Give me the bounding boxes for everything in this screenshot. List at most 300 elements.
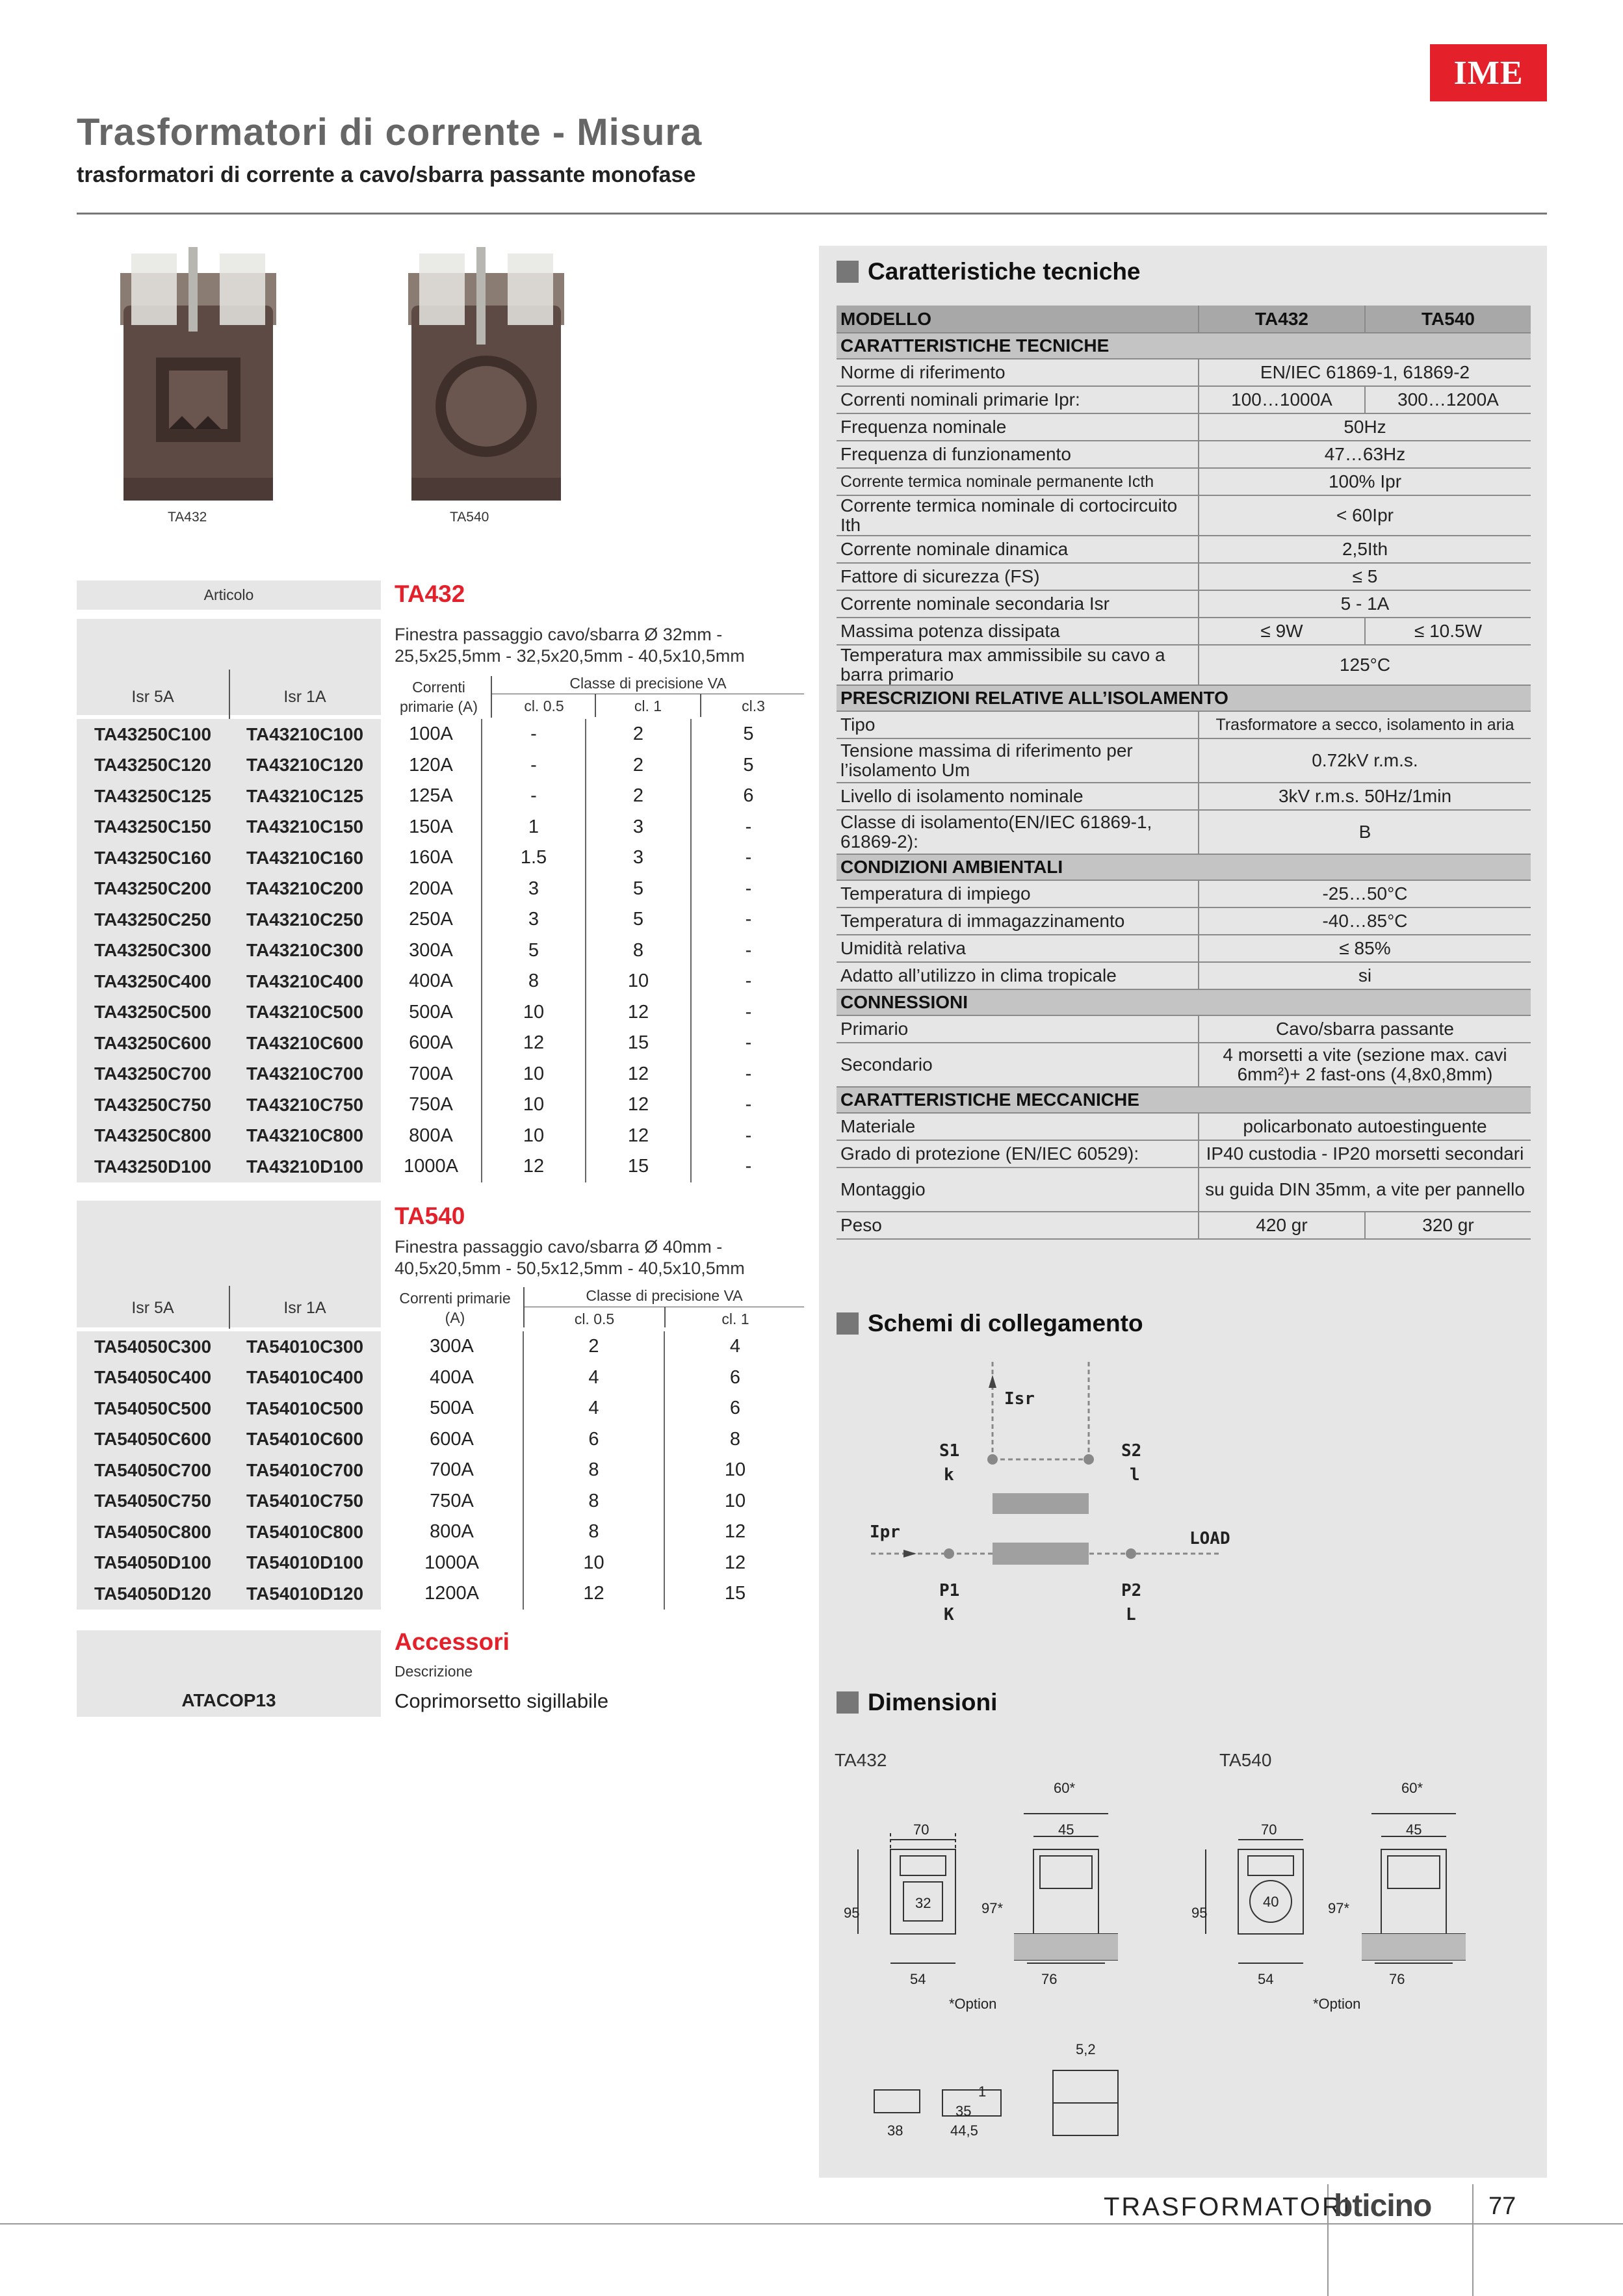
spec-label: Secondario [837,1043,1199,1087]
table-cell: 6 [523,1424,664,1455]
table-row [77,1578,805,1610]
table-cell: - [691,904,805,935]
table-cell: 5 [691,750,805,781]
article-code-cell: TA43250C120 [77,750,229,781]
article-code-cell: TA43210C200 [229,874,381,905]
table-cell: - [691,812,805,843]
spec-row [837,854,1531,880]
article-code-cell: TA54010C700 [229,1455,381,1486]
table-cell: - [691,1121,805,1152]
page-number: 77 [1488,2193,1516,2220]
spec-label: Temperatura di impiego [837,880,1199,907]
table-row [77,1151,805,1182]
article-code-cell: TA54010C750 [229,1486,381,1517]
spec-row [837,441,1531,468]
article-code-cell: TA43250C125 [77,781,229,812]
spec-row [837,738,1531,783]
table-cell: 15 [586,1028,691,1059]
table-row [77,1331,805,1363]
spec-heading: Caratteristiche tecniche [837,258,1141,285]
spec-value: 47…63Hz [1199,441,1531,468]
heading-square-icon [837,1691,859,1714]
spec-row [837,962,1531,989]
article-code-cell: TA54050D120 [77,1578,229,1610]
article-code-cell: TA43250C800 [77,1121,229,1152]
table-cell: 4 [664,1331,805,1363]
L-label: L [1126,1605,1136,1624]
table-cell: 500A [409,1001,453,1023]
table-cell: 2 [586,781,691,812]
spec-table [837,306,1531,1240]
accessori-description: Coprimorsetto sigillabile [395,1689,609,1712]
ta432-table [77,719,805,1182]
dim-45: 45 [1406,1821,1422,1838]
dim-1: 1 [978,2083,987,2100]
spec-section-label: CONDIZIONI AMBIENTALI [837,854,1531,880]
table-cell: 400A [430,1366,474,1388]
article-code-cell: TA43210C100 [229,719,381,750]
spec-label: Classe di isolamento(EN/IEC 61869-1, 61869-2): [837,810,1199,854]
table-cell: 8 [482,966,586,997]
spec-value: Trasformatore a secco, isolamento in aria [1199,711,1531,738]
spec-row [837,989,1531,1015]
dim-5-2: 5,2 [1076,2041,1096,2057]
table-cell: 10 [482,1121,586,1152]
table-cell: - [691,1089,805,1121]
col-cl05: cl. 0.5 [524,698,564,714]
ipr-label: Ipr [870,1522,900,1542]
table-row [77,904,805,935]
photo-caption: TA540 [450,510,489,525]
article-code-cell: TA54010C500 [229,1393,381,1424]
table-cell: 5 [586,874,691,905]
table-cell: 8 [664,1424,805,1455]
table-cell: 3 [482,904,586,935]
table-cell: 1.5 [482,842,586,874]
table-cell: 800A [430,1521,474,1543]
table-cell: - [691,1028,805,1059]
table-cell: 6 [691,781,805,812]
table-row [77,1393,805,1424]
article-code-cell: TA43250C400 [77,966,229,997]
article-code-cell: TA43250C160 [77,842,229,874]
spec-label: Adatto all’utilizzo in clima tropicale [837,962,1199,989]
heading-square-icon [837,261,859,283]
table-row [77,1028,805,1059]
dim-54: 54 [910,1971,926,1987]
spec-label: Corrente termica nominale di cortocircuito Ith [837,495,1199,536]
table-row [77,1517,805,1548]
article-code-cell: TA54010C400 [229,1363,381,1394]
table-cell: 10 [664,1455,805,1486]
col-classe: Classe di precisione VA [569,675,727,692]
spec-row [837,563,1531,590]
col-isr5: Isr 5A [131,1299,174,1317]
spec-value: 300…1200A [1365,386,1531,413]
article-code-cell: TA43210C750 [229,1089,381,1121]
spec-row [837,1212,1531,1239]
spec-row [837,495,1531,536]
table-cell: 10 [482,997,586,1028]
spec-label: Corrente nominale secondaria Isr [837,590,1199,618]
spec-row [837,645,1531,685]
table-cell: 15 [664,1578,805,1610]
article-code-cell: TA43210C500 [229,997,381,1028]
article-code-cell: TA43250C750 [77,1089,229,1121]
table-cell: 150A [409,816,453,837]
article-code-cell: TA54010C300 [229,1331,381,1363]
spec-row [837,1113,1531,1140]
table-cell: 4 [523,1363,664,1394]
heading-square-icon [837,1312,859,1335]
spec-label: Fattore di sicurezza (FS) [837,563,1199,590]
dim-44-5: 44,5 [950,2122,978,2139]
spec-row [837,810,1531,854]
table-cell: - [691,1151,805,1182]
table-row [77,874,805,905]
table-cell: 160A [409,847,453,868]
ta540-description: Finestra passaggio cavo/sbarra Ø 40mm - 40,5x20,5mm - 50,5x12,5mm - 40,5x10,5mm [395,1237,745,1278]
table-row [77,812,805,843]
spec-value: < 60Ipr [1199,495,1531,536]
header-divider [229,1286,230,1329]
col-correnti: Correnti primarie (A) [399,1290,511,1326]
table-cell: 12 [586,1121,691,1152]
article-code-cell: TA54050C300 [77,1331,229,1363]
spec-label: Corrente nominale dinamica [837,536,1199,563]
table-cell: 8 [586,935,691,967]
table-cell: 6 [664,1363,805,1394]
spec-col-modello: MODELLO [837,306,1199,333]
table-cell: 12 [482,1028,586,1059]
table-cell: 600A [430,1428,474,1450]
article-code-cell: TA43210C300 [229,935,381,967]
table-cell: 125A [409,785,453,807]
spec-row [837,386,1531,413]
table-row [77,966,805,997]
article-code-cell: TA43250C100 [77,719,229,750]
table-cell: 750A [430,1490,474,1511]
spec-row [837,413,1531,441]
table-cell: 12 [586,1059,691,1090]
table-cell: 2 [586,719,691,750]
spec-row [837,536,1531,563]
p1-label: P1 [939,1581,960,1600]
spec-label: Tipo [837,711,1199,738]
dim-54: 54 [1258,1971,1274,1987]
secondary-coil [993,1493,1089,1514]
ta432-heading: TA432 [395,581,465,607]
article-code-cell: TA43210C125 [229,781,381,812]
dim-label-ta432: TA432 [835,1750,887,1770]
dim-45: 45 [1058,1821,1074,1838]
spec-row [837,359,1531,386]
dim-97: 97* [1328,1900,1350,1916]
article-code-cell: TA54050C700 [77,1455,229,1486]
table-cell: 8 [523,1455,664,1486]
spec-value: 4 morsetti a vite (sezione max. cavi 6mm²)+ 2 fast-ons (4,8x0,8mm) [1199,1043,1531,1087]
table-cell: 1 [482,812,586,843]
spec-value: B [1199,810,1531,854]
spec-label: Frequenza di funzionamento [837,441,1199,468]
spec-value: 420 gr [1199,1212,1365,1239]
spec-value: policarbonato autoestinguente [1199,1113,1531,1140]
article-code-cell: TA43250D100 [77,1151,229,1182]
article-code-cell: TA54050C600 [77,1424,229,1455]
table-cell: 3 [586,812,691,843]
header-divider [229,670,230,719]
dim-38: 38 [887,2122,903,2139]
table-cell: 10 [586,966,691,997]
col-isr5: Isr 5A [131,688,174,706]
article-code-cell: TA54010D120 [229,1578,381,1610]
table-row [77,935,805,967]
spec-section-label: PRESCRIZIONI RELATIVE ALL’ISOLAMENTO [837,685,1531,711]
table-cell: 5 [482,935,586,967]
spec-section-label: CARATTERISTICHE TECNICHE [837,333,1531,359]
spec-label: Temperatura di immagazzinamento [837,907,1199,935]
p2-label: P2 [1121,1581,1142,1600]
table-cell: 120A [409,754,453,776]
spec-value: -25…50°C [1199,880,1531,907]
spec-row [837,333,1531,359]
article-code-cell: TA43210C600 [229,1028,381,1059]
spec-row [837,1015,1531,1043]
photo-caption: TA432 [168,510,207,525]
table-cell: 100A [409,724,453,745]
article-code-cell: TA43250C150 [77,812,229,843]
table-row [77,1424,805,1455]
col-cl3: cl.3 [742,698,765,714]
article-code-cell: TA43250C200 [77,874,229,905]
load-label: LOAD [1189,1529,1230,1548]
spec-label: Frequenza nominale [837,413,1199,441]
spec-value: 2,5Ith [1199,536,1531,563]
dim-60: 60* [1401,1780,1423,1796]
spec-value: 3kV r.m.s. 50Hz/1min [1199,783,1531,810]
spec-row [837,618,1531,645]
spec-value: ≤ 85% [1199,935,1531,962]
col-isr1: Isr 1A [283,688,326,706]
table-cell: 5 [586,904,691,935]
article-code-cell: TA43250C700 [77,1059,229,1090]
footer-section: TRASFORMATORI [1104,2193,1352,2221]
primary-bar [993,1543,1089,1565]
table-cell: - [482,750,586,781]
table-cell: 2 [586,750,691,781]
spec-value: ≤ 9W [1199,618,1365,645]
table-cell: 4 [523,1393,664,1424]
dim-97: 97* [981,1900,1004,1916]
table-cell: - [691,1059,805,1090]
spec-section-label: CONNESSIONI [837,989,1531,1015]
dimension-drawings [838,1775,1527,2165]
table-cell: 12 [482,1151,586,1182]
dim-95: 95 [1191,1905,1208,1921]
col-isr1: Isr 1A [283,1299,326,1317]
spec-value: 125°C [1199,645,1531,685]
dim-32: 32 [915,1895,931,1911]
spec-label: Umidità relativa [837,935,1199,962]
article-code-cell: TA54050C800 [77,1517,229,1548]
footer-brand-logo: bticino [1334,2189,1432,2223]
table-cell: 1000A [404,1156,458,1177]
spec-value: -40…85°C [1199,907,1531,935]
s1-label: S1 [939,1441,960,1461]
spec-value: 320 gr [1365,1212,1531,1239]
table-row [77,1121,805,1152]
spec-label: Corrente termica nominale permanente Icth [837,468,1199,495]
table-row [77,1548,805,1579]
table-cell: 3 [586,842,691,874]
spec-label: Primario [837,1015,1199,1043]
article-code-cell: TA43250C300 [77,935,229,967]
spec-value: Cavo/sbarra passante [1199,1015,1531,1043]
col-cl1: cl. 1 [721,1311,749,1327]
ta432-description: Finestra passaggio cavo/sbarra Ø 32mm - 25,5x25,5mm - 32,5x20,5mm - 40,5x10,5mm [395,625,745,666]
schemi-heading: Schemi di collegamento [837,1310,1143,1337]
spec-label: Livello di isolamento nominale [837,783,1199,810]
article-code-cell: TA43250C500 [77,997,229,1028]
table-cell: 400A [409,971,453,992]
table-cell: - [691,935,805,967]
spec-value: 100…1000A [1199,386,1365,413]
table-row [77,842,805,874]
article-code-cell: TA54050C400 [77,1363,229,1394]
table-cell: 3 [482,874,586,905]
spec-label: Grado di protezione (EN/IEC 60529): [837,1140,1199,1168]
spec-value: EN/IEC 61869-1, 61869-2 [1199,359,1531,386]
spec-value: 50Hz [1199,413,1531,441]
spec-label: Peso [837,1212,1199,1239]
spec-row [837,1043,1531,1087]
k-label: k [944,1465,954,1485]
spec-label: Materiale [837,1113,1199,1140]
spec-row [837,685,1531,711]
table-row [77,1059,805,1090]
table-cell: 12 [664,1548,805,1579]
col-correnti: Correnti primarie (A) [399,679,478,715]
table-cell: - [691,966,805,997]
dim-76: 76 [1389,1971,1405,1987]
spec-value: 0.72kV r.m.s. [1199,738,1531,783]
K-label: K [944,1605,954,1624]
dim-40: 40 [1263,1894,1279,1910]
connection-diagram [864,1355,1319,1628]
article-code-cell: TA54010D100 [229,1548,381,1579]
table-cell: 15 [586,1151,691,1182]
spec-row [837,590,1531,618]
table-row [77,750,805,781]
table-cell: 700A [409,1063,453,1084]
dim-60: 60* [1054,1780,1076,1796]
article-code-cell: TA43210C800 [229,1121,381,1152]
page-title: Trasformatori di corrente - Misura [77,111,703,153]
col-cl05: cl. 0.5 [574,1311,615,1327]
spec-value: 5 - 1A [1199,590,1531,618]
spec-value: si [1199,962,1531,989]
article-code-cell: TA54010C800 [229,1517,381,1548]
article-code-cell: TA43210C700 [229,1059,381,1090]
spec-value: ≤ 5 [1199,563,1531,590]
article-code-cell: TA43210C250 [229,904,381,935]
isr-label: Isr [1004,1389,1035,1409]
table-cell: 12 [586,997,691,1028]
table-row [77,1363,805,1394]
table-cell: 800A [409,1125,453,1146]
table-row [77,781,805,812]
article-code-cell: TA43210C150 [229,812,381,843]
table-cell: 300A [430,1336,474,1357]
article-code-cell: TA43250C250 [77,904,229,935]
table-cell: 2 [523,1331,664,1363]
table-cell: 5 [691,719,805,750]
dim-option: *Option [1313,1996,1361,2012]
table-cell: 300A [409,939,453,961]
footer-divider [1472,2184,1474,2296]
table-cell: - [482,719,586,750]
table-cell: 250A [409,909,453,930]
ta432-photo [117,247,279,507]
spec-row [837,1140,1531,1168]
article-code-cell: TA43210C400 [229,966,381,997]
table-cell: 600A [409,1032,453,1054]
col-classe: Classe di precisione VA [586,1287,743,1304]
table-cell: 12 [586,1089,691,1121]
table-cell: - [691,842,805,874]
dim-95: 95 [844,1905,860,1921]
table-cell: 700A [430,1459,474,1481]
spec-section-label: CARATTERISTICHE MECCANICHE [837,1087,1531,1113]
dim-35: 35 [955,2103,972,2119]
spec-row [837,711,1531,738]
spec-row [837,880,1531,907]
table-row [77,1486,805,1517]
table-cell: 750A [409,1094,453,1115]
table-cell: 1000A [424,1552,479,1573]
l-label: l [1130,1465,1140,1485]
table-cell: 12 [523,1578,664,1610]
spec-label: Montaggio [837,1168,1199,1212]
article-code-cell: TA54050C750 [77,1486,229,1517]
article-code-cell: TA54010C600 [229,1424,381,1455]
spec-row [837,468,1531,495]
spec-row [837,783,1531,810]
article-code-cell: TA43210C120 [229,750,381,781]
spec-row [837,935,1531,962]
article-code-cell: TA54050D100 [77,1548,229,1579]
ta540-photo [405,247,567,507]
article-code-cell: TA43210D100 [229,1151,381,1182]
spec-row [837,1168,1531,1212]
spec-value: su guida DIN 35mm, a vite per pannello [1199,1168,1531,1212]
s2-label: S2 [1121,1441,1142,1461]
table-cell: 8 [523,1486,664,1517]
header-divider [77,213,1547,215]
spec-col-ta540: TA540 [1365,306,1531,333]
spec-value: IP40 custodia - IP20 morsetti secondari [1199,1140,1531,1168]
table-row [77,1455,805,1486]
spec-label: Massima potenza dissipata [837,618,1199,645]
spec-col-ta432: TA432 [1199,306,1365,333]
accessori-heading: Accessori [395,1628,510,1655]
table-cell: 10 [482,1089,586,1121]
brand-logo: IME [1430,44,1547,101]
spec-label: Tensione massima di riferimento per l’isolamento Um [837,738,1199,783]
table-cell: - [482,781,586,812]
table-cell: 1200A [424,1583,479,1604]
dim-70: 70 [913,1821,929,1838]
